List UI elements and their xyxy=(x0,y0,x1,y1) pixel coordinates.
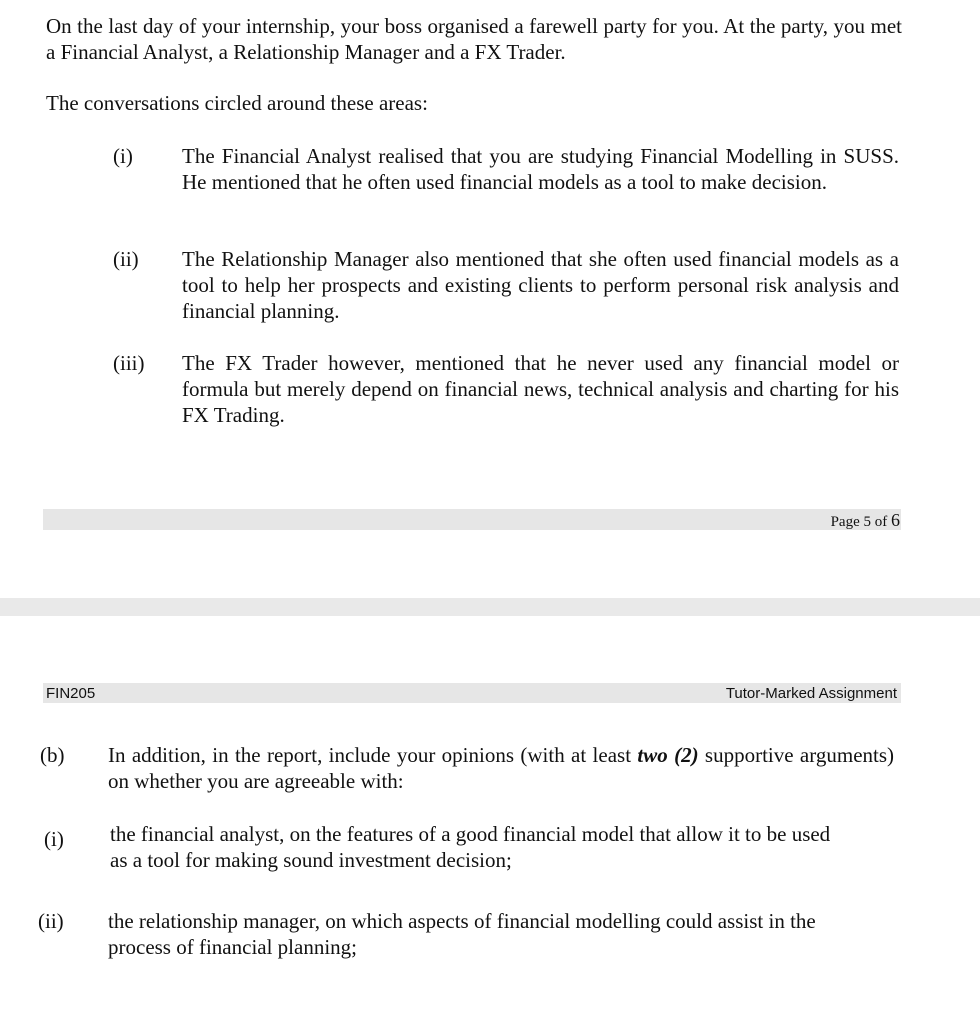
page-number-total: 6 xyxy=(891,510,900,530)
part-b-instruction xyxy=(108,742,894,794)
point-numeral: (ii) xyxy=(113,247,139,271)
part-b-emphasis: two (2) xyxy=(637,743,699,767)
point-numeral: (iii) xyxy=(113,351,145,375)
point-text: The Relationship Manager also mentioned that she often used financial models as a tool to help her prospects and existing clients to perform personal risk analysis and financial planning. xyxy=(182,247,899,323)
part-b-item-numeral: (i) xyxy=(44,827,64,851)
part-b-item-text: the relationship manager, on which aspects of financial modelling could assist in the process of financial planning; xyxy=(108,909,816,959)
part-b-item-text: the financial analyst, on the features of a good financial model that allow it to be used as a tool for making sound investment decision; xyxy=(110,822,831,872)
conversations-line: The conversations circled around these areas: xyxy=(46,91,428,115)
document-type: Tutor-Marked Assignment xyxy=(725,685,897,702)
point-text: The Financial Analyst realised that you are studying Financial Modelling in SUSS. He mentioned that he often used financial models as a tool to make decision. xyxy=(182,144,899,194)
point-text: The FX Trader however, mentioned that he never used any financial model or formula but merely depend on financial news, technical analysis and charting for his FX Trading. xyxy=(182,351,899,427)
part-b-item-numeral: (ii) xyxy=(38,909,64,933)
part-b-label: (b) xyxy=(40,743,65,767)
point-numeral: (i) xyxy=(113,144,133,168)
page-number xyxy=(831,510,900,532)
page-number-prefix: Page 5 of xyxy=(830,514,891,530)
page-footer-bar xyxy=(43,509,901,530)
part-b-text-before: In addition, in the report, include your opinions (with at least xyxy=(108,743,638,767)
course-code: FIN205 xyxy=(46,685,96,702)
part-b-text-after: supportive arguments) on whether you are agreeable with: xyxy=(108,743,895,793)
page-separator xyxy=(0,598,980,616)
intro-paragraph: On the last day of your internship, your boss organised a farewell party for you. At the party, you met a Financial Analyst, a Relationship Manager and a FX Trader. xyxy=(46,14,902,64)
